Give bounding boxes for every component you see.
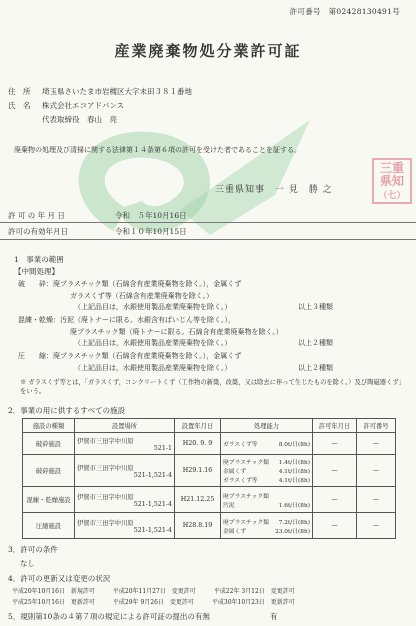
scope-count: 以上２種類 bbox=[298, 339, 333, 347]
scope-line: （上記品目は，水銀使用製品産業廃棄物を除く。） bbox=[74, 303, 232, 311]
item5-text: 5．規則第10条の４第７項の規定による許可証の提出の有無 bbox=[8, 612, 210, 621]
facilities-table bbox=[22, 418, 396, 539]
capacity: ガラスくず等 8.0t/日(8h) bbox=[221, 433, 313, 455]
capacity: 廃プラスチック類 汚泥 1.6t/日(8h) bbox=[221, 487, 313, 513]
issuer-name: 三重県知事 一 見 勝 之 bbox=[215, 185, 333, 195]
page-title: 産業廃棄物処分業許可証 bbox=[114, 42, 302, 60]
column-header: 処理能力 bbox=[221, 419, 313, 433]
permit-number-cell: — bbox=[357, 455, 396, 487]
scope-note: ※ ガラスくず等とは，「ガラスくず，コンクリートくず（工作物の新築，改築，又は除去に伴って生じたものを除く。）及び陶磁器くず」をいう。 bbox=[20, 379, 405, 395]
facility-type: 圧縮施設 bbox=[23, 513, 75, 539]
address-label: 住 所 bbox=[8, 87, 31, 96]
official-seal: 三重 県知 （七） bbox=[372, 158, 412, 204]
renewal-line: 平成25年10月16日 更新許可 平成29年 9月26日 変更許可 平成30年10月23日 更新許可 bbox=[12, 599, 295, 606]
scope-subheading: 【中間処理】 bbox=[14, 267, 59, 276]
capacity: 廃プラスチック類 7.2t/日(8h) 金属くず 23.0t/日(8h) bbox=[221, 513, 313, 539]
facility-type: 破砕施設 bbox=[23, 433, 75, 455]
install-date: H20. 9. 9 bbox=[175, 433, 221, 455]
scope-line: （上記品目は，水銀使用製品産業廃棄物を除く。） bbox=[74, 339, 232, 347]
certification-statement: 廃棄物の処理及び清掃に関する法律第１４条第６項の許可を受けた者であることを証する。 bbox=[14, 146, 301, 154]
column-header: 設置場所 bbox=[75, 419, 175, 433]
scope-count: 以上３種類 bbox=[298, 303, 333, 311]
divider bbox=[0, 222, 416, 223]
scope-line: 圧 縮：廃プラスチック類（石綿含有産業廃棄物を除く。），金属くず bbox=[18, 352, 242, 360]
permit-date-label: 許 可 の 年 月 日 bbox=[8, 211, 65, 220]
facility-type: 破砕施設 bbox=[23, 455, 75, 487]
facility-location: 伊賀市三田字中川原 521-1,521-4 bbox=[75, 513, 175, 539]
scope-line: 混練・乾燥：汚泥（廃トナーに限る。水銀含有ばいじん等を除く。）， bbox=[18, 316, 235, 324]
renewal-line: 平成20年10月16日 新規許可 平成20年11月27日 変更許可 平成22年 3月12日 変更許可 bbox=[12, 588, 295, 595]
facility-location: 伊賀市三田字中川原 521-1,521-4 bbox=[75, 455, 175, 487]
scope-line: （上記品目は，水銀使用製品産業廃棄物を除く。） bbox=[74, 364, 232, 372]
facility-location: 伊賀市三田字中川原 521-1,521-4 bbox=[75, 487, 175, 513]
table-row bbox=[23, 433, 396, 455]
permit-date-cell: — bbox=[313, 487, 357, 513]
column-header: 許可年月日 bbox=[313, 419, 357, 433]
permit-date-cell: — bbox=[313, 433, 357, 455]
permit-date-cell: — bbox=[313, 455, 357, 487]
install-date: H28.8.19 bbox=[175, 513, 221, 539]
conditions-value: なし bbox=[20, 559, 35, 568]
column-header: 設置年月日 bbox=[175, 419, 221, 433]
renewal-heading: 4．許可の更新又は変更の状況 bbox=[8, 574, 111, 583]
divider bbox=[0, 239, 416, 240]
install-date: H21.12.25 bbox=[175, 487, 221, 513]
permit-date-cell: — bbox=[313, 513, 357, 539]
permit-number-cell: — bbox=[357, 513, 396, 539]
address-value: 埼玉県さいたま市岩槻区大字末田３８１番地 bbox=[42, 87, 192, 96]
representative: 代表取締役 春山 亮 bbox=[42, 115, 117, 124]
table-row bbox=[23, 487, 396, 513]
facility-type: 混練・乾燥施設 bbox=[23, 487, 75, 513]
scope-line: 廃プラスチック類（廃トナーに限る。石綿含有産業廃棄物を除く。） bbox=[70, 328, 283, 336]
valid-until-label: 許可の有効年月日 bbox=[8, 227, 68, 236]
name-label: 氏 名 bbox=[8, 101, 31, 110]
permit-date: 令和 ５年10月16日 bbox=[115, 211, 187, 220]
table-row bbox=[23, 513, 396, 539]
scope-heading: 1 事業の範囲 bbox=[14, 255, 64, 264]
permit-number-cell: — bbox=[357, 433, 396, 455]
install-date: H29.1.16 bbox=[175, 455, 221, 487]
column-header: 施設の種類 bbox=[23, 419, 75, 433]
permit-number: 許可番号 第02428130491号 bbox=[289, 7, 400, 16]
scope-line: 破 砕：廃プラスチック類（石綿含有産業廃棄物を除く。），金属くず bbox=[18, 280, 242, 288]
conditions-heading: 3．許可の条件 bbox=[8, 545, 58, 554]
capacity: 廃プラスチック類 1.4t/日(8h) 金属くず 4.1t/日(8h) ガラスくず等 4.1t/日(8h) bbox=[221, 455, 313, 487]
facilities-heading: 2．事業の用に供するすべての施設 bbox=[8, 406, 126, 415]
facility-location: 伊賀市三田字中川原 521-1 bbox=[75, 433, 175, 455]
permit-number-cell: — bbox=[357, 487, 396, 513]
table-row bbox=[23, 455, 396, 487]
valid-until: 令和１０年10月15日 bbox=[115, 227, 187, 236]
scope-count: 以上２種類 bbox=[298, 364, 333, 372]
scope-line: ガラスくず等（石綿含有産業廃棄物を除く。） bbox=[70, 292, 214, 300]
company-name: 株式会社エコアドバンス bbox=[42, 101, 125, 110]
item5-value: 有 bbox=[270, 612, 278, 621]
table-header-row bbox=[23, 419, 396, 433]
column-header: 許可番号 bbox=[357, 419, 396, 433]
